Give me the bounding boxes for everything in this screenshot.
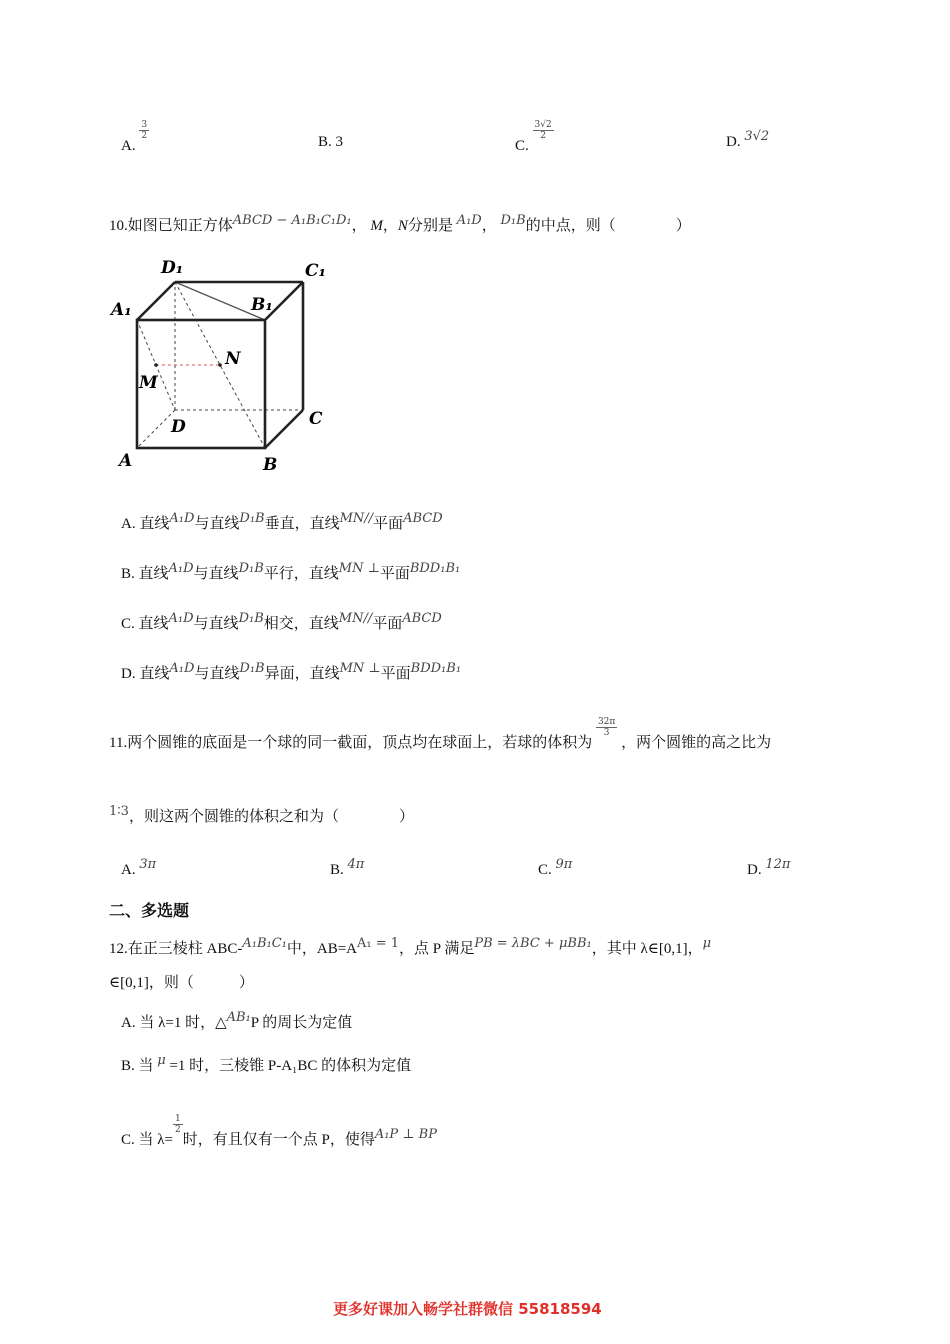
q9-option-a: A. $\frac{3}{2}$ xyxy=(121,120,148,154)
q9-option-c-fraction: $\frac{3√2}{2}$ xyxy=(534,120,552,141)
q12-stem-line2: ∈[0,1]，则（ ） xyxy=(109,975,254,991)
q10-option-b: B. 直线A₁D与直线D₁B平行，直线MN ⊥平面BDD₁B₁ xyxy=(121,561,461,582)
q10-option-c: C. 直线A₁D与直线D₁B相交，直线MN//平面ABCD xyxy=(121,611,442,632)
label-a1: A₁ xyxy=(111,300,132,320)
q11-option-a: A. 3π xyxy=(121,857,157,878)
label-n: N xyxy=(225,349,241,369)
q9-option-d: D. 3√2 xyxy=(726,129,770,150)
label-d: D xyxy=(171,417,186,437)
q9-option-b: B. 3 xyxy=(318,134,344,150)
q12-option-c-fraction: $\frac{1}{2}$ xyxy=(175,1114,181,1135)
label-m: M xyxy=(139,373,158,393)
edge-bc xyxy=(265,410,303,448)
q10-option-a: A. 直线A₁D与直线D₁B垂直，直线MN//平面ABCD xyxy=(121,511,443,532)
q12-option-c: C. 当 λ= $\frac{1}{2}$ 时，有且仅有一个点 P，使得A₁P ⊥ BP xyxy=(121,1114,437,1148)
q11-option-d: D. 12π xyxy=(747,857,791,878)
label-b: B xyxy=(263,455,278,475)
q12-stem-line1: 12.在正三棱柱 ABC-A₁B₁C₁中，AB=AA₁ = 1，点 P 满足PB = λBC + μBB₁，其中 λ∈[0,1]，μ xyxy=(109,936,712,957)
footer-promo-text: 更多好课加入畅学社群微信 55818594 xyxy=(333,1300,602,1318)
q11-option-b: B. 4π xyxy=(330,857,365,878)
label-c1: C₁ xyxy=(305,261,326,281)
label-c: C xyxy=(309,409,323,429)
label-a: A xyxy=(119,451,133,471)
q12-option-b: B. 当 μ =1 时，三棱锥 P-A₁BC 的体积为定值 xyxy=(121,1053,412,1074)
q9-option-c: C. $\frac{3√2}{2}$ xyxy=(515,120,552,154)
point-n xyxy=(218,363,222,367)
q11-stem-line1: 11.两个圆锥的底面是一个球的同一截面，顶点均在球面上，若球的体积为 $\frac{32\pi}{3}$ ，两个圆锥的高之比为 xyxy=(109,717,772,751)
edge-a1d1 xyxy=(137,282,175,320)
q12-option-a: A. 当 λ=1 时，△AB₁P 的周长为定值 xyxy=(121,1010,353,1031)
point-m xyxy=(154,363,158,367)
label-b1: B₁ xyxy=(251,295,273,315)
q9-option-a-fraction: $\frac{3}{2}$ xyxy=(141,120,148,141)
q10-option-d: D. 直线A₁D与直线D₁B异面，直线MN ⊥平面BDD₁B₁ xyxy=(121,661,462,682)
q10-stem: 10.如图已知正方体ABCD − A₁B₁C₁D₁， M，N分别是 A₁D， D₁B的中点，则（ ） xyxy=(109,213,691,234)
q11-stem-line2: 1∶3，则这两个圆锥的体积之和为（ ） xyxy=(109,804,414,825)
section-title-multiple-choice: 二、多选题 xyxy=(109,901,190,920)
q11-volume-fraction: $\frac{32\pi}{3}$ xyxy=(597,717,616,738)
q11-option-c: C. 9π xyxy=(538,857,573,878)
edge-da xyxy=(137,410,175,448)
label-d1: D₁ xyxy=(161,258,184,278)
cube-figure xyxy=(105,252,345,482)
